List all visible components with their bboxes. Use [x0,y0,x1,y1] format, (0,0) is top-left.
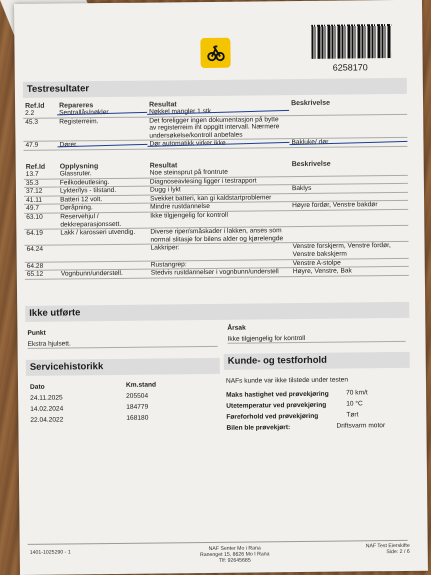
header-resultat: Resultat [149,101,177,109]
footer-center [190,545,280,564]
cell: 37.12 [24,187,58,196]
cell: Diagnoseavlesing ligger i testrapport [148,176,290,186]
cell: 35.3 [24,179,58,188]
cell: Diverse riper/småskader i lakken, anses som normal slitasje for bilens alder og kjørelengde [148,227,290,245]
cell: Noe steinsprut på frontrute [148,168,290,178]
service-km: 184779 [126,403,149,411]
cell: Sentrallås/nøkler [57,109,147,118]
section-ikke-utforte: Ikke utførte [25,302,409,322]
cell: 2.2 [23,110,57,118]
cell: Reservehjul / dekkreparasjonssett. [58,212,148,229]
col-punkt: Punkt [27,329,46,337]
service-km: 168180 [126,414,149,422]
cell: Dugg i lykt [148,185,290,195]
header-refid: Ref.Id [25,102,45,110]
cell: 64.19 [24,229,58,246]
cell: 45.3 [23,118,57,142]
header-resultat: Resultat [149,162,178,170]
cell: Batteri 12 volt. [58,195,148,205]
footer-center-line3: Tlf: 92645685 [218,557,251,564]
kv-label: Bilen ble prøvekjørt: [226,424,291,432]
col-km: Km.stand [125,381,157,389]
kv-label: Utetemperatur ved prøvekjøring [226,401,327,410]
punkt-value: Ekstra hjulsett. [28,339,218,349]
cell [289,114,407,139]
cell: Lakkriper: [149,243,291,261]
inspection-report-page [14,0,428,575]
cell: Bakluke/ dør [289,138,407,148]
arsak-value: Ikke tilgjengelig for kontroll [227,334,405,344]
repairs-table [23,99,407,151]
barcode [311,24,391,59]
footer-center-line2: Ranenget 15, 8626 Mo I Rana [199,551,270,559]
cell: Det foreligger ingen dokumentasjon på bytte av registerreim iht oppgitt intervall. Nærmere undersøkelse/kontroll anbefales [147,115,289,140]
service-km: 205504 [126,392,149,400]
kv-label: Føreforhold ved prøvekjøring [226,412,319,421]
barcode-number: 6258170 [332,62,368,73]
header-beskrivelse: Beskrivelse [291,160,331,169]
cell: 49.7 [24,204,58,213]
footer-right-line2: Side: 2 / 6 [386,548,410,556]
cell: Mindre rustdannelse [148,202,290,212]
naf-logo [200,38,230,68]
cell: Høyre fordør, Venstre bakdør [290,201,408,211]
cell: Registerreim. [57,117,147,142]
cell: Ikke tilgjengelig for kontroll [148,211,290,229]
cell: Rustangrep: [149,259,291,269]
footer-left: 1401-1025290 - 1 [29,549,71,556]
cell: Døråpning. [58,203,148,213]
cell [290,226,408,243]
cell: 64.24 [25,245,59,262]
header-repareres: Repareres [59,102,94,110]
header-opplysning: Opplysning [59,163,99,171]
col-dato: Dato [29,383,45,391]
cell: Svekket batteri, kan gi kaldstartproblemer [148,193,290,203]
cell: Lykter/lys - tilstand. [58,186,148,196]
cell: Glassruter. [58,170,148,179]
col-arsak: Årsak [227,324,246,332]
kv-value: 70 km/t [346,389,368,397]
cell: Dører. [57,140,147,150]
cell: Feilkodeutlesing. [58,178,148,188]
cell: Høyre, Venstre, Bak [291,267,409,277]
section-testresultater: Testresultater [23,78,407,98]
kv-value: 10 °C [346,400,363,408]
footer-right [350,543,410,556]
cell: 47.9 [23,141,57,150]
cell [59,244,149,261]
cell: 13.7 [24,171,58,179]
cell: 63.10 [24,213,58,230]
cell: 41.11 [24,196,58,205]
service-date: 24.11.2025 [30,394,63,402]
header-refid: Ref.Id [25,163,46,171]
cell: Venstre forskjerm, Venstre fordør, Venstre bakskjerm [291,242,409,259]
cell: Stedvis rustdannelser i vognbunn/understell [149,268,291,278]
observations-table [24,160,409,280]
cell [290,209,408,226]
kv-value: Driftsvarm motor [336,422,386,430]
cell: Vognbunn/understell. [59,269,149,279]
service-date: 14.02.2024 [30,405,64,413]
footer-center-line1: NAF Senter Mo i Rana [208,545,261,552]
section-kunde-testforhold: Kunde- og testforhold [224,352,410,370]
cell: 64.28 [25,262,59,271]
cell: Nøkkel mangler 1 stk [147,107,289,117]
cell: 65.12 [25,270,59,279]
cell: Dør automatikk virker ikke [147,139,289,149]
kv-value: Tørt [346,411,359,419]
header-beskrivelse: Beskrivelse [291,99,331,108]
kv-label: Maks hastighet ved prøvekjøring [226,390,329,399]
section-servicehistorikk: Servicehistorikk [26,358,220,376]
cell: Baklys [290,184,408,194]
footer-right-line1: NAF Test Eierskifte [365,542,410,550]
cell: Venstre A-stolpe [291,258,409,268]
cell: Lakk / karosseri utvendig. [58,228,148,245]
kunde-note: NAFs kunde var ikke tilstede under testen [225,376,349,385]
service-date: 22.04.2022 [30,416,64,424]
